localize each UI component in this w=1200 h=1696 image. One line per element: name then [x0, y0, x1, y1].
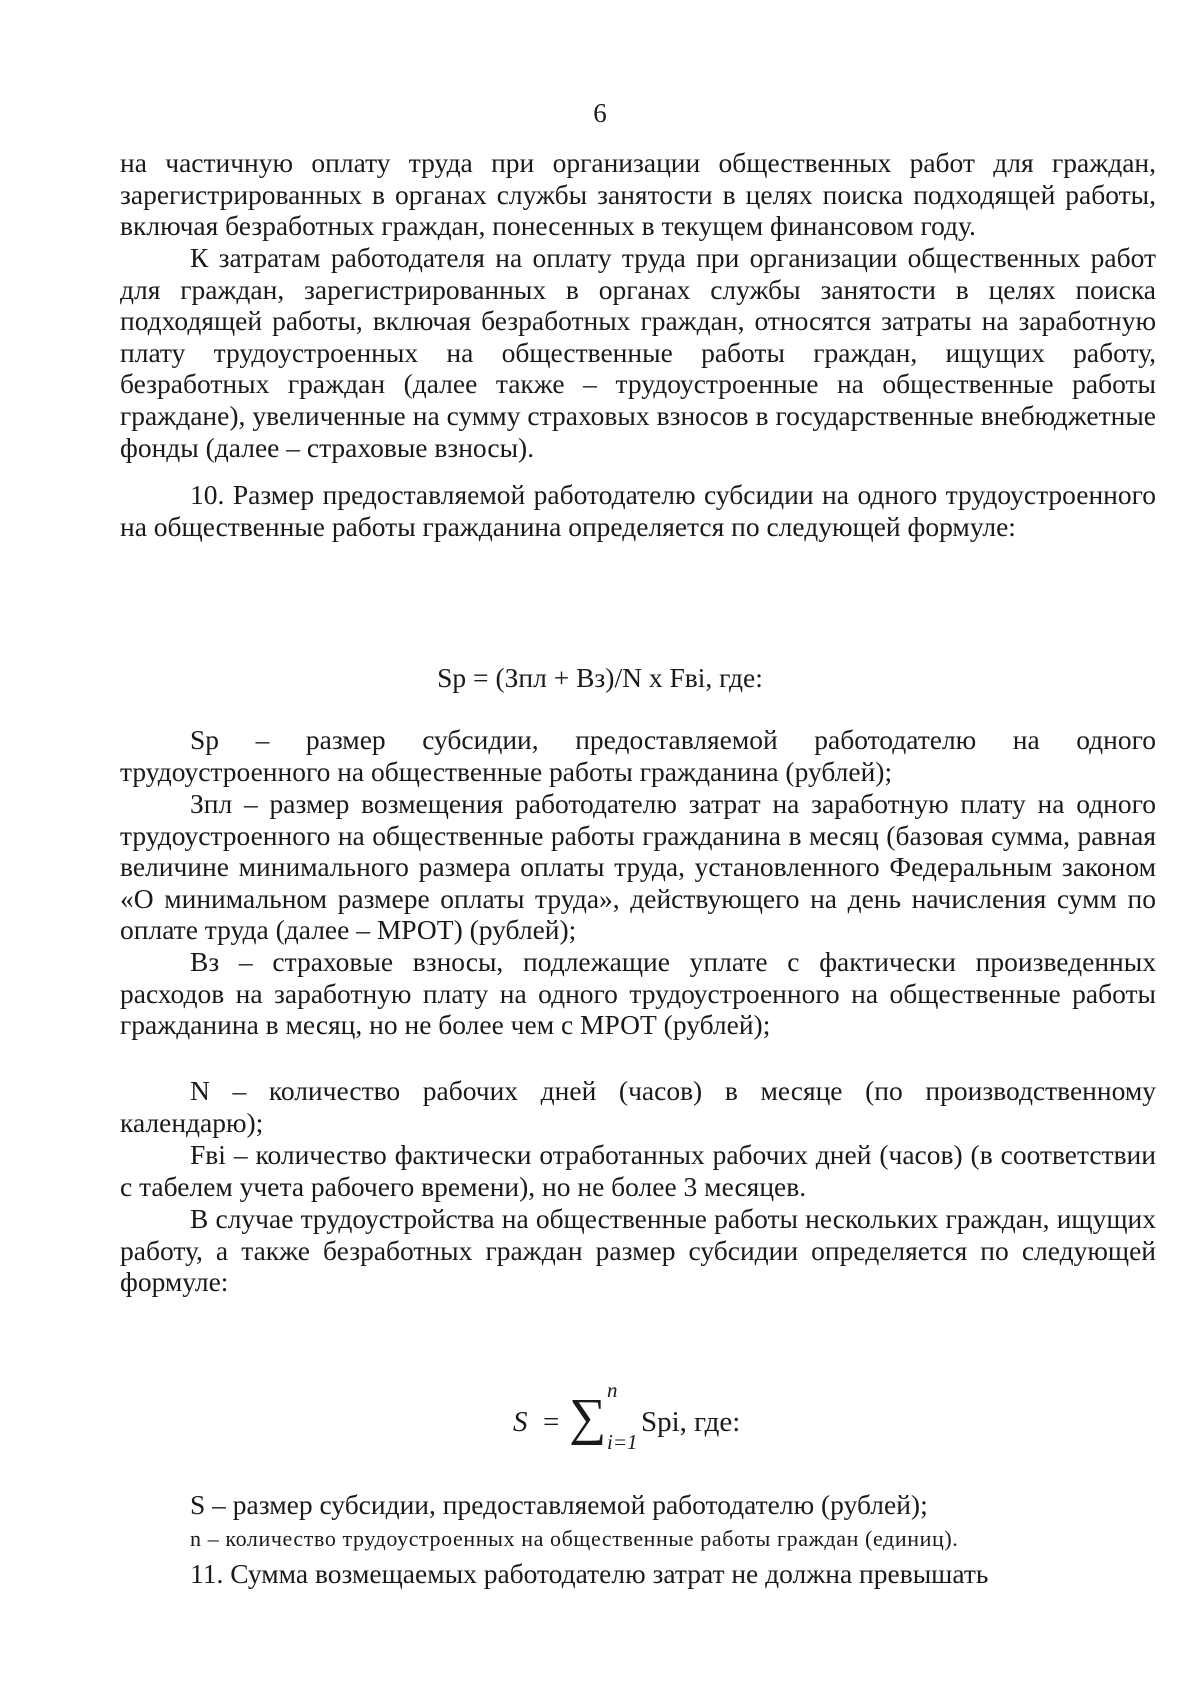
paragraph-employer-costs: К затратам работодателя на оплату труда при организации общественных работ для граждан, зарегистрированных в органах службы занятости в целях поиска подходящей работы, включая безработных граждан, относятся затраты на заработную плату трудоустроенных на общественные работы граждан, ищущих работу, безработных граждан (далее также – трудоустроенные на общественные работы граждане), увеличенные на сумму страховых взносов в государственные внебюджетные фонды (далее – страховые взносы).	[120, 242, 1156, 463]
paragraph-item-10: 10. Размер предоставляемой работодателю субсидии на одного трудоустроенного на общественные работы гражданина определяется по следующей формуле:	[120, 479, 1156, 542]
definition-fvi: Fвi – количество фактически отработанных рабочих дней (часов) (в соответствии с табелем учета рабочего времени), но не более 3 месяцев.	[120, 1139, 1156, 1202]
formula-sum-lower: i=1	[607, 1430, 638, 1454]
paragraph-continuation: на частичную оплату труда при организации общественных работ для граждан, зарегистрированных в органах службы занятости в целях поиска подходящей работы, включая безработных граждан, понесенных в текущем финансовом году.	[120, 147, 1156, 242]
definition-n-small: n – количество трудоустроенных на общественные работы граждан (единиц).	[190, 1526, 959, 1551]
definition-s: S – размер субсидии, предоставляемой работодателю (рублей);	[190, 1489, 928, 1520]
page-number: 6	[593, 98, 607, 128]
formula-sum-upper: n	[607, 1378, 618, 1402]
paragraph-item-11: 11. Сумма возмещаемых работодателю затрат не должна превышать	[190, 1558, 989, 1589]
definition-sp: Sp – размер субсидии, предоставляемой работодателю на одного трудоустроенного на общественные работы гражданина (рублей);	[120, 724, 1156, 787]
definition-zpl: Зпл – размер возмещения работодателю затрат на заработную плату на одного трудоустроенного на общественные работы гражданина в месяц (базовая сумма, равная величине минимального размера оплаты труда, установленного Федеральным законом «О минимальном размере оплаты труда», действующего на день начисления сумм по оплате труда (далее – МРОТ) (рублей);	[120, 788, 1156, 946]
formula-sum-equals: =	[543, 1406, 560, 1438]
formula-sp: Sp = (Зпл + Вз)/N х Fвi, где:	[437, 662, 763, 693]
sigma-icon: ∑	[569, 1389, 607, 1446]
paragraph-multiple-citizens: В случае трудоустройства на общественные работы нескольких граждан, ищущих работу, а также безработных граждан размер субсидии определяется по следующей формуле:	[120, 1203, 1156, 1298]
formula-sum-lhs: S	[513, 1406, 528, 1438]
definition-n: N – количество рабочих дней (часов) в месяце (по производственному календарю);	[120, 1075, 1156, 1138]
definition-vz: Вз – страховые взносы, подлежащие уплате с фактически произведенных расходов на заработную плату на одного трудоустроенного на общественные работы гражданина в месяц, но не более чем с МРОТ (рублей);	[120, 946, 1156, 1041]
formula-sum-term: Spi, где:	[641, 1406, 741, 1438]
